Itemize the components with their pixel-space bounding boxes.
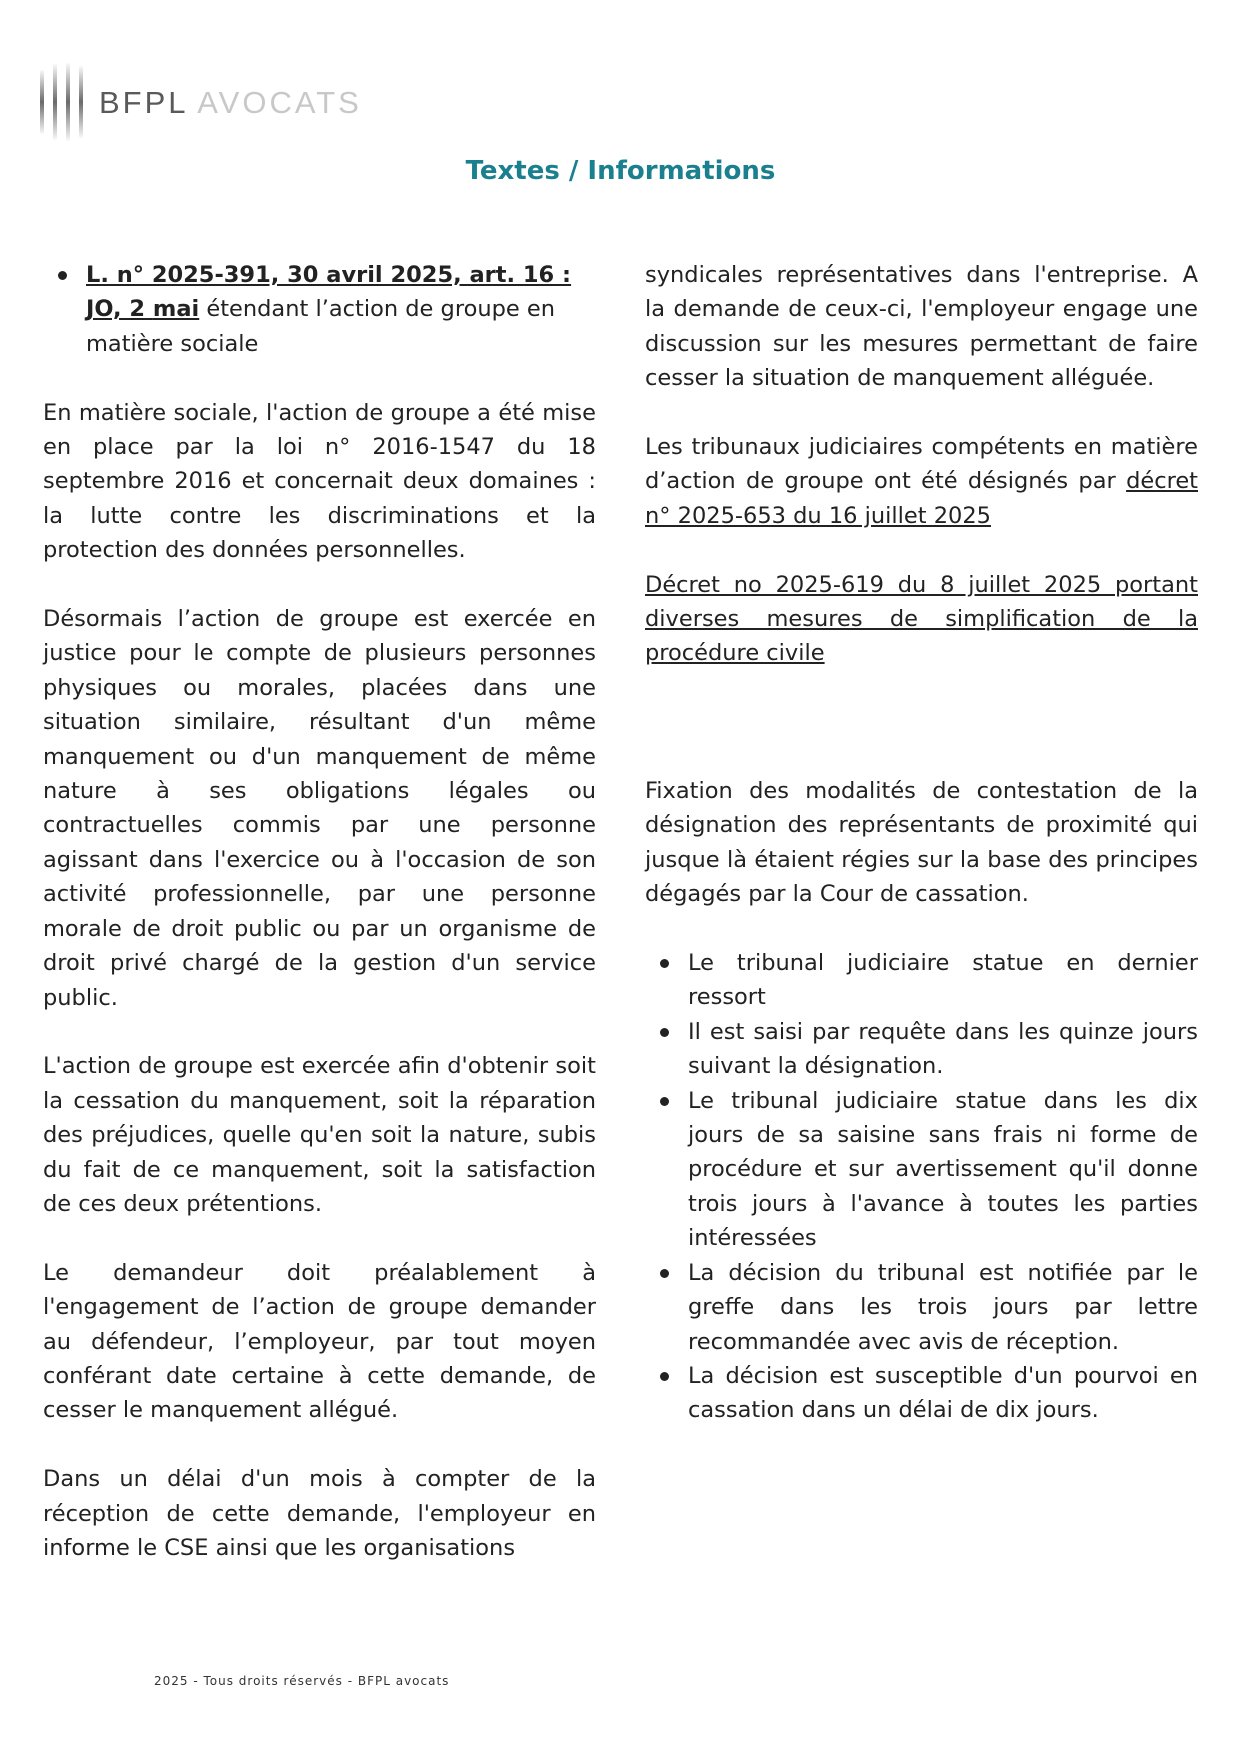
paragraph (645, 430, 1198, 533)
decree-link-619[interactable]: Décret no 2025-619 du 8 juillet 2025 portant diverses mesures de simplification de la procédure civile (645, 571, 1198, 667)
logo-mark-icon (40, 62, 83, 142)
intro-list (43, 258, 596, 361)
logo-bar (40, 70, 44, 134)
spacer (645, 705, 1198, 774)
paragraph: Dans un délai d'un mois à compter de la réception de cette demande, l'employeur en informe le CSE ainsi que les organisations (43, 1466, 596, 1561)
brand-logo (40, 62, 362, 142)
left-column (43, 258, 596, 1565)
tribunaux-text: Les tribunaux judiciaires compétents en matière d’action de groupe ont été désignés par (645, 434, 1198, 495)
logo-name-primary: BFPL (99, 84, 188, 120)
law-description: étendant l’action de groupe en matière sociale (86, 296, 555, 357)
logo-bar (79, 66, 83, 138)
list-item: Le tribunal judiciaire statue en dernier ressort (688, 946, 1198, 1015)
page-title: Textes / Informations (465, 156, 776, 186)
list-item: La décision est susceptible d'un pourvoi en cassation dans un délai de dix jours. (688, 1359, 1198, 1428)
decree-link-653[interactable]: décret n° 2025-653 du 16 juillet 2025 (645, 468, 1198, 529)
paragraph: Désormais l’action de groupe est exercée en justice pour le compte de plusieurs personnes physiques ou morales, placées dans une situation similaire, résultant d'un même manquement ou d'un manquement de même nature à ses obligations légales ou contractuelles commis par une personne agissant dans l'exercice ou à l'occasion de son activité professionnelle, par une personne morale de droit public ou par un organisme de droit privé chargé de la gestion d'un service public. (43, 606, 596, 1011)
footer-copyright: 2025 - Tous droits réservés - BFPL avocats (154, 1674, 450, 1688)
paragraph: L'action de groupe est exercée afin d'obtenir soit la cessation du manquement, soit la réparation des préjudices, quelle qu'en soit la nature, subis du fait de ce manquement, soit la satisfaction de ces deux prétentions. (43, 1053, 596, 1217)
logo-bar (66, 63, 70, 141)
paragraph: En matière sociale, l'action de groupe a été mise en place par la loi n° 2016-1547 du 18 septembre 2016 et concernait deux domaines : la lutte contre les discriminations et la protection des données personnelles. (43, 399, 596, 564)
paragraph: Fixation des modalités de contestation de la désignation des représentants de proximité qui jusque là étaient régies sur la base des principes dégagés par la Cour de cassation. (645, 778, 1198, 908)
law-reference-line1[interactable]: L. n° 2025-391, 30 avril 2025, art. 16 : JO, 2 (86, 262, 572, 323)
list-item: Le tribunal judiciaire statue dans les dix jours de sa saisine sans frais ni forme de procédure et sur avertissement qu'il donne trois jours à l'avance à toutes les parties intéressées (688, 1084, 1198, 1256)
contestation-list (645, 946, 1198, 1428)
paragraph: syndicales représentatives dans l'entreprise. A la demande de ceux-ci, l'employeur engage une discussion sur les mesures permettant de faire cesser la situation de manquement alléguée. (645, 262, 1198, 392)
law-reference-line2[interactable]: mai (152, 296, 200, 323)
list-item: La décision du tribunal est notifiée par le greffe dans les trois jours par lettre recommandée avec avis de réception. (688, 1256, 1198, 1359)
logo-bar (53, 64, 57, 140)
logo-wordmark (99, 84, 362, 120)
list-item (86, 258, 596, 361)
logo-name-secondary: AVOCATS (197, 84, 362, 120)
paragraph: Le demandeur doit préalablement à l'engagement de l’action de groupe demander au défendeur, l’employeur, par tout moyen conférant date certaine à cette demande, de cesser le manquement allégué. (43, 1259, 596, 1424)
paragraph (645, 568, 1198, 671)
right-column (645, 258, 1198, 1462)
list-item: Il est saisi par requête dans les quinze jours suivant la désignation. (688, 1015, 1198, 1084)
